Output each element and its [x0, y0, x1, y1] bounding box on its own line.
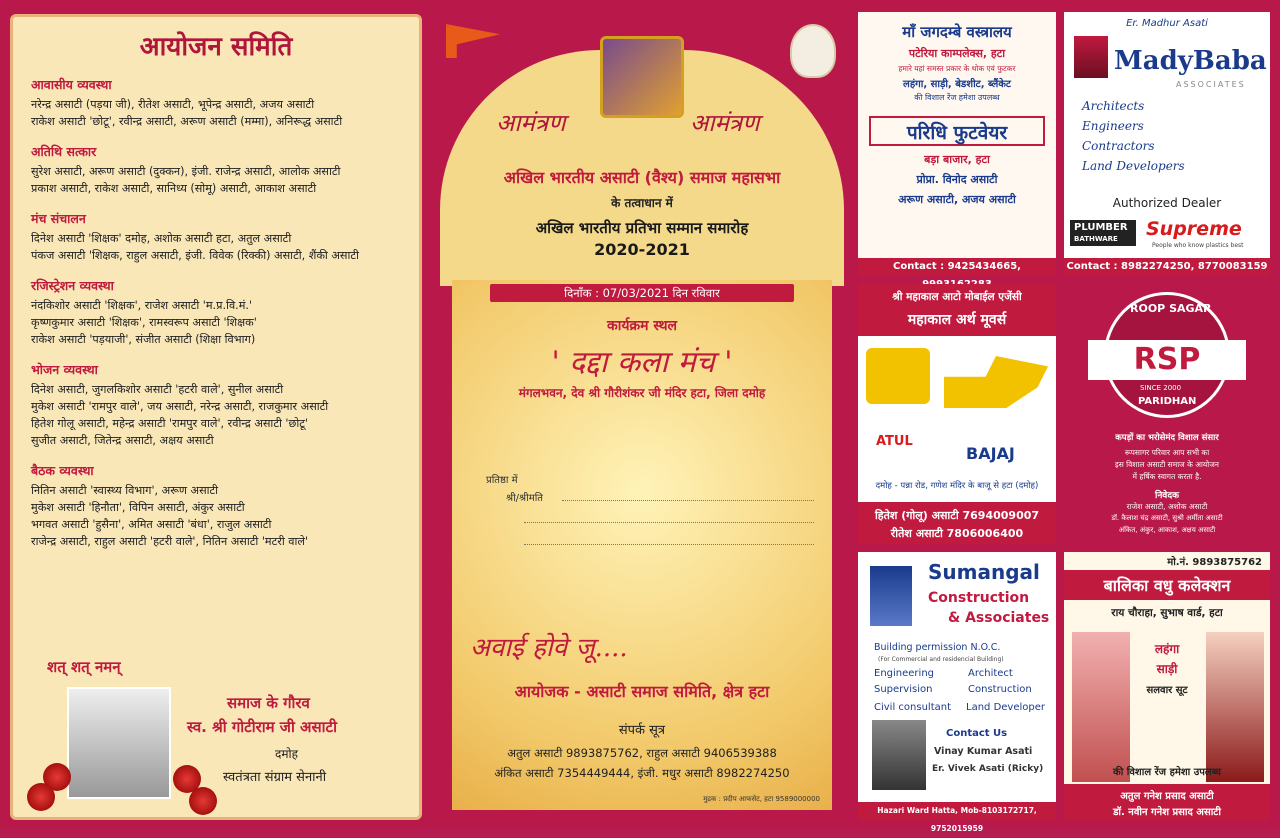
ad5-person1: Vinay Kumar Asati: [934, 746, 1033, 757]
ad1-prop1: प्रोप्रा. विनोद असाटी: [916, 173, 998, 186]
ad1-desc1: हमारे यहां समस्त प्रकार के थोक एवं फुटकर: [898, 64, 1016, 73]
ad1-contact: Contact : 9425434665,: [858, 258, 1056, 276]
service-item: Engineers: [1082, 119, 1144, 133]
event-year: 2020-2021: [594, 240, 690, 259]
committee-member-line: दिनेश असाटी, जुगलकिशोर असाटी 'हटरी वाले', सुनील असाटी: [31, 383, 284, 396]
ad6-owner1: अतुल गनेश प्रसाद असाटी: [1120, 791, 1214, 802]
service-item: Land Developers: [1082, 159, 1185, 173]
atul-logo: ATUL: [876, 434, 913, 449]
ad1-title2: परिधि फुटवेयर: [869, 116, 1045, 146]
committee-member-line: राकेश असाटी 'पड़याजी', संजीत असाटी (शिक्षा विभाग): [31, 333, 256, 346]
ad1-title: माँ जगदम्बे वस्त्रालय: [902, 23, 1012, 41]
section-heading: आवासीय व्यवस्था: [31, 77, 112, 92]
ad1-sub: पटेरिया काम्पलेक्स, हटा: [908, 47, 1006, 60]
rsp-logo: RSP: [1088, 340, 1246, 380]
tribute-title: स्वतंत्रता संग्राम सेनानी: [223, 770, 327, 785]
ad5-architect: Architect: [968, 668, 1013, 679]
section-heading: मंच संचालन: [31, 211, 86, 226]
ad-madybaba: [1064, 12, 1270, 276]
ad1-sub2: बड़ा बाजार, हटा: [924, 153, 990, 166]
conch-icon: [790, 24, 836, 78]
event-date: दिनाँक : 07/03/2021 दिन रविवार: [490, 284, 794, 302]
committee-member-line: नितिन असाटी 'स्वास्थ्य विभाग', अरूण असाटी: [31, 484, 219, 497]
buildings-icon: [1074, 36, 1108, 78]
committee-member-line: कृष्णकुमार असाटी 'शिक्षक', रामस्वरूप असाटी 'शिक्षक': [31, 316, 257, 329]
ad-balika-vadhu: [1064, 552, 1270, 820]
committee-member-line: राकेश असाटी 'छोटू', रवीन्द्र असाटी, अरूण असाटी (मम्मा), अनिरूद्ध असाटी: [31, 115, 343, 128]
tribute-block: [13, 653, 425, 823]
section-heading: भोजन व्यवस्था: [31, 362, 98, 377]
plumber-text: PLUMBER: [1074, 222, 1128, 233]
rose-icon: [189, 787, 217, 815]
committee-member-line: राजेन्द्र असाटी, राहुल असाटी 'हटरी वाले', नितिन असाटी 'मटरी वाले': [31, 535, 309, 548]
ad6-title: बालिका वधु कलेक्शन: [1103, 576, 1231, 595]
committee-member-line: नरेन्द्र असाटी (पड़या जी), रीतेश असाटी, भूपेन्द्र असाटी, अजय असाटी: [31, 98, 315, 111]
supreme-tag: People who know plastics best: [1152, 242, 1244, 249]
ad4-l2: रूपसागर परिवार आप सभी का: [1124, 448, 1210, 457]
ad5-construction: Construction: [968, 684, 1032, 695]
committee-member-line: पंकज असाटी 'शिक्षक, राहुल असाटी, इंजी. विवेक (रिक्की) असाटी, शैंकी असाटी: [31, 249, 359, 262]
ad5-supervision: Supervision: [874, 684, 933, 695]
committee-member-line: मुकेश असाटी 'रामपुर वाले', जय असाटी, नरेन्द्र असाटी, राजकुमार असाटी: [31, 400, 329, 413]
ad5-person2: Er. Vivek Asati (Ricky): [932, 764, 1044, 774]
rsp-paridhan: PARIDHAN: [1138, 396, 1197, 407]
ad1-desc3: की विशाल रेंज हमेशा उपलब्ध: [914, 93, 1000, 102]
ad3-address: दमोह - पन्ना रोड, गणेश मंदिर के बाजू से हटा (दमोह): [875, 481, 1039, 491]
invite-right: आमंत्रण: [690, 109, 760, 137]
venue-address: मंगलभवन, देव श्री गौरीशंकर जी मंदिर हटा, जिला दमोह: [518, 386, 766, 400]
event-name: अखिल भारतीय प्रतिभा सम्मान समारोह: [535, 219, 749, 237]
ad2-assoc: ASSOCIATES: [1176, 80, 1246, 89]
invitation-panel: [440, 10, 844, 820]
ad4-n1: राजेश असाटी, अशोक असाटी: [1126, 502, 1208, 511]
contact-line-2: अंकित असाटी 7354449444, इंजी. मधुर असाटी 8982274250: [494, 766, 790, 780]
ad6-address: राय चौराहा, सुभाष वार्ड, हटा: [1111, 607, 1223, 619]
plumber-logo: [1070, 220, 1136, 246]
ad4-n3: अंकित, अंकुर, आकाश, अक्षय असाटी: [1118, 526, 1216, 534]
ad3-contact2: रीतेश असाटी 7806006400: [890, 527, 1024, 540]
committee-member-line: भगवत असाटी 'हुसैना', अमित असाटी 'बंधा', राजुल असाटी: [31, 518, 272, 531]
buildings-icon: [870, 566, 912, 626]
printer-credit: मुद्रक : प्रदीप आफसेट, हटा 9589000000: [703, 795, 820, 803]
committee-member-line: नंदकिशोर असाटी 'शिक्षक', राजेश असाटी 'म.प्र.वि.मं.': [31, 299, 253, 312]
ad4-l1: कपड़ों का भरोसेमंद विशाल संसार: [1115, 433, 1219, 443]
ad4-nivedak: निवेदक: [1154, 491, 1180, 501]
committee-panel: [10, 14, 422, 820]
ad5-noc: Building permission N.O.C.: [874, 642, 1001, 653]
service-item: Architects: [1082, 99, 1145, 113]
ad-roopsagar: [1064, 284, 1270, 544]
ad6-lehenga: लहंगा: [1154, 642, 1180, 656]
committee-member-line: मुकेश असाटी 'हिनौता', विपिन असाटी, अंकुर असाटी: [31, 501, 245, 514]
saffron-flag-icon: [446, 24, 500, 58]
bathware-text: BATHWARE: [1074, 235, 1118, 243]
ad-jagdambe: [858, 12, 1056, 276]
invite-left: आमंत्रण: [496, 109, 566, 137]
ad3-contact1: हितेश (गोलू) असाटी 7694009007: [874, 509, 1040, 522]
committee-sections: [13, 76, 419, 550]
ad2-services: [1082, 96, 1185, 176]
ad3-title2: महाकाल अर्थ मूवर्स: [907, 312, 1007, 328]
ad6-range: की विशाल रेंज हमेशा उपलब्ध: [1113, 767, 1221, 778]
section-heading: अतिथि सत्कार: [31, 144, 97, 159]
ad6-saree: साड़ी: [1156, 662, 1178, 676]
tribute-naman: शत् शत् नमन्: [47, 658, 121, 676]
pratishtha-label: प्रतिष्ठा में: [486, 475, 518, 486]
ad5-land: Land Developer: [966, 702, 1045, 713]
bajaj-logo: BAJAJ: [966, 444, 1015, 463]
rose-icon: [27, 783, 55, 811]
auto-rickshaw-icon: [866, 348, 930, 404]
ad5-engineering: Engineering: [874, 668, 934, 679]
committee-title: आयोजन समिति: [139, 32, 293, 62]
shri-label: श्री/श्रीमति: [506, 493, 543, 504]
ad1-prop2: अरूण असाटी, अजय असाटी: [898, 193, 1016, 206]
ad2-dealer: Authorized Dealer: [1112, 196, 1222, 210]
ad5-t2: Construction: [928, 590, 1030, 606]
tribute-photo: [67, 687, 171, 799]
contact-line-1: अतुल असाटी 9893875762, राहुल असाटी 9406539388: [507, 746, 777, 760]
venue-name: ' दद्दा कला मंच ': [551, 345, 733, 380]
ad-mahakal: [858, 284, 1056, 544]
venue-heading: कार्यक्रम स्थल: [606, 318, 678, 334]
ad5-civil: Civil consultant: [874, 702, 952, 713]
name-line: [524, 544, 814, 545]
contact-heading: संपर्क सूत्र: [618, 723, 666, 738]
ad2-brand: MadyBaba: [1114, 46, 1267, 76]
committee-member-line: प्रकाश असाटी, राकेश असाटी, सानिध्य (सोमू) असाटी, आकाश असाटी: [31, 182, 317, 195]
committee-member-line: दिनेश असाटी 'शिक्षक' दमोह, अशोक असाटी हटा, अतुल असाटी: [31, 232, 292, 245]
backhoe-icon: [944, 356, 1048, 408]
ad1-desc2: लहंगा, साड़ी, बेडशीट, ब्लैंकेट: [903, 79, 1011, 90]
ad6-owner2: डॉ. नवीन गनेश प्रसाद असाटी: [1113, 807, 1221, 818]
ad3-title1: श्री महाकाल आटो मोबाईल एजेंसी: [892, 291, 1022, 303]
ad2-contact: Contact : 8982274250, 8770083159: [1064, 258, 1270, 276]
service-item: Contractors: [1082, 139, 1155, 153]
ad6-salwar: सलवार सूट: [1146, 685, 1188, 696]
name-line: [562, 500, 814, 501]
ad5-t3: & Associates: [948, 610, 1050, 626]
org-name: अखिल भारतीय असाटी (वैश्य) समाज महासभा: [503, 168, 781, 187]
supreme-logo: Supreme: [1146, 218, 1242, 240]
ad4-n2: डॉ. कैलाश चंद्र असाटी, सुश्री अर्मीता असाटी: [1111, 514, 1223, 522]
ad5-t1: Sumangal: [928, 560, 1040, 584]
ad6-mobile: मो.नं. 9893875762: [1167, 557, 1262, 568]
ad-sumangal: [858, 552, 1056, 833]
invitation-body: [452, 280, 832, 810]
ad2-top: Er. Madhur Asati: [1126, 18, 1208, 29]
ad5-contact-us: Contact Us: [946, 728, 1008, 739]
ad4-l4: में हर्षिक स्वागत करता है.: [1132, 472, 1202, 481]
committee-member-line: हितेश गोलू असाटी, महेन्द्र असाटी 'रामपुर वाले', रवीन्द्र असाटी 'छोटू': [31, 417, 308, 430]
ad4-l3: इस विशाल असाटी समाज के आयोजन: [1115, 460, 1219, 469]
committee-member-line: सुरेश असाटी, अरूण असाटी (दुक्कन), इंजी. राजेन्द्र असाटी, आलोक असाटी: [31, 165, 341, 178]
tribute-name: स्व. श्री गोटीराम जी असाटी: [187, 718, 337, 736]
ad5-noc-sub: (For Commercial and residencial Building): [878, 656, 1004, 663]
section-heading: बैठक व्यवस्था: [31, 463, 94, 478]
tribute-place: दमोह: [275, 747, 299, 761]
section-heading: रजिस्ट्रेशन व्यवस्था: [31, 278, 114, 293]
rsp-since: SINCE 2000: [1140, 384, 1182, 392]
ad5-footer: Hazari Ward Hatta, Mob-8103172717, 9752015959: [858, 802, 1056, 820]
welcome-text: अवाई होवे जू....: [470, 633, 628, 663]
name-line: [524, 522, 814, 523]
rsp-ring-text: ROOP SAGAR: [1130, 302, 1212, 315]
tribute-line-1: समाज के गौरव: [227, 694, 310, 712]
deity-image: [600, 36, 684, 118]
organizer: आयोजक - असाटी समाज समिति, क्षेत्र हटा: [514, 682, 770, 701]
committee-member-line: सुजीत असाटी, जितेन्द्र असाटी, अक्षय असाटी: [31, 434, 214, 447]
person-photo: [872, 720, 926, 790]
org-under: के तत्वाधान में: [611, 196, 673, 210]
